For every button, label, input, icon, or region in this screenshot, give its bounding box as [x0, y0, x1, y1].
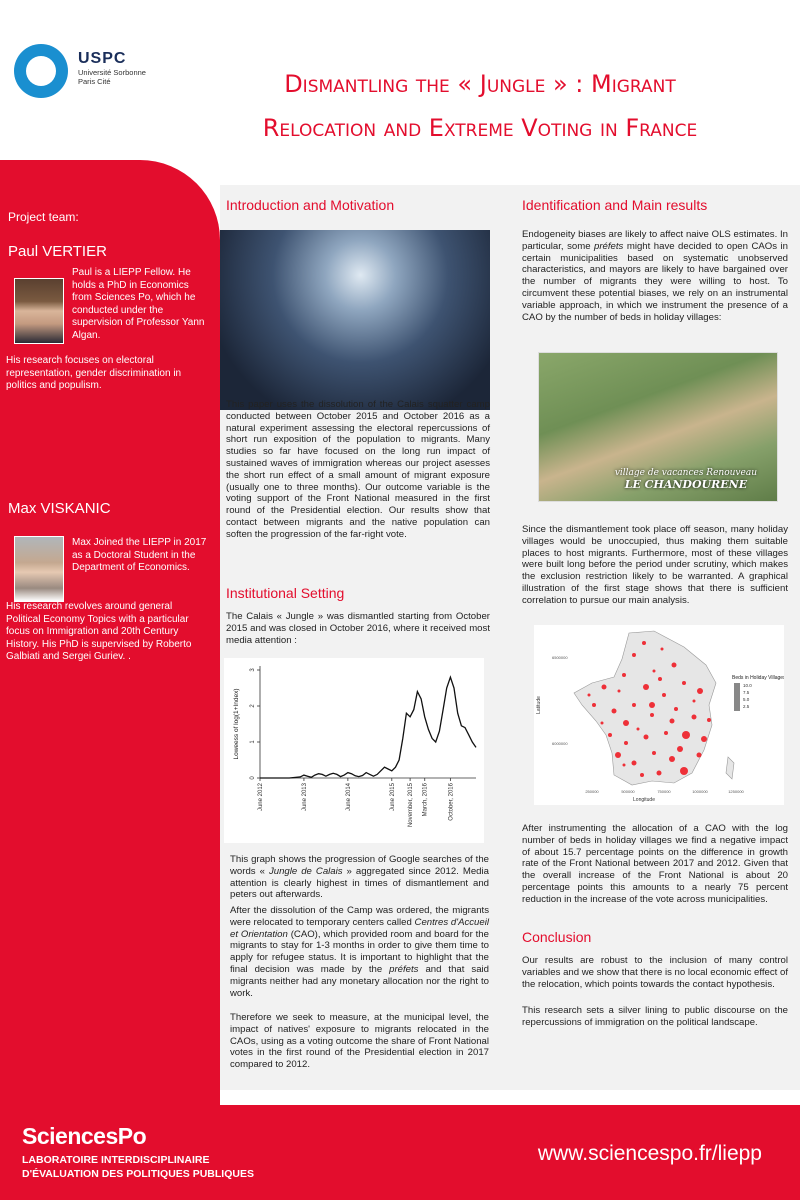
member-bio-long-1: His research focuses on electoral representation, gender discrimination in politics and populism. — [6, 355, 182, 391]
holiday-village-dot — [622, 673, 626, 677]
holiday-village-dot — [612, 709, 617, 714]
holiday-village-dot — [588, 694, 591, 697]
holiday-village-dot — [608, 733, 612, 737]
village-caption-line2: LE CHANDOURENE — [624, 478, 748, 491]
france-map-figure — [534, 625, 784, 805]
map-y-label: Latitude — [536, 696, 542, 714]
map-x-tick: 250000 — [585, 789, 599, 794]
map-x-tick: 1250000 — [728, 789, 744, 794]
holiday-village-dot — [697, 753, 702, 758]
map-y-tick: 6000000 — [552, 741, 568, 746]
member-name-2: Max VISKANIC — [8, 500, 111, 517]
x-tick-label: June 2015 — [389, 783, 396, 812]
holiday-village-dot — [692, 715, 697, 720]
identification-text-1 — [522, 229, 788, 323]
holiday-village-dot — [662, 693, 666, 697]
lab-name — [22, 1153, 254, 1181]
text3-part-a: After the dissolution of the Camp was ordered, the migrants were relocated to temporary centers called — [230, 905, 489, 928]
holiday-village-dot — [652, 751, 656, 755]
holiday-village-dot — [601, 722, 604, 725]
member-bio-long-2: His research revolves around general Political Economy Topics with a particular focus on Immigration and 20th Century History. His PhD is supervised by Roberto Galbiati and Sergei Guriev. . — [6, 601, 192, 662]
y-tick-label: 3 — [250, 668, 256, 672]
holiday-village-dot — [674, 707, 678, 711]
member-bio-short-1: Paul is a LIEPP Fellow. He holds a PhD in Economics from Sciences Po, which he conducted under the supervision of Professor Yann Algan. — [72, 267, 205, 341]
map-legend-value: 10.0 — [743, 683, 752, 688]
id-text1-part-b: might have decided to open CAOs in certain municipalities based on systematic unobserved characteristics, and mayors are likely to have bargained over the number of migrants they were willing to host. To circumvent these potential biases, we rely on an instrumental variable approach, in which we instrument the presence of a CAO by the number of beds in holiday villages: — [522, 240, 788, 323]
map-y-tick: 6500000 — [552, 655, 568, 660]
holiday-village-dot — [682, 681, 686, 685]
holiday-village-dot — [653, 670, 656, 673]
lab-line-1: LABORATOIRE INTERDISCIPLINAIRE — [22, 1154, 210, 1166]
institutional-text-3 — [230, 905, 489, 999]
holiday-village-dot — [640, 773, 644, 777]
member-photo-1 — [14, 278, 64, 344]
map-x-tick: 750000 — [657, 789, 671, 794]
map-legend-title: Beds in Holiday Villages — [732, 675, 784, 681]
map-x-tick: 1000000 — [692, 789, 708, 794]
holiday-village-dot — [602, 685, 607, 690]
holiday-village-dot — [618, 690, 621, 693]
holiday-village-dot — [670, 719, 675, 724]
holiday-village-dot — [707, 718, 711, 722]
holiday-village-dot — [649, 702, 655, 708]
holiday-village-dot — [637, 728, 640, 731]
y-tick-label: 2 — [250, 704, 256, 708]
main-content-panel — [220, 185, 800, 1090]
holiday-village-dot — [624, 741, 628, 745]
uspc-line2: Paris Cité — [78, 77, 111, 86]
map-x-label: Longitude — [633, 797, 655, 803]
title-line-1: Dismantling the « Jungle » : Migrant — [284, 70, 676, 98]
x-tick-label: October, 2016 — [448, 783, 455, 821]
identification-heading: Identification and Main results — [522, 197, 708, 213]
conclusion-heading: Conclusion — [522, 929, 592, 945]
holiday-village-dot — [701, 736, 707, 742]
village-caption — [615, 467, 757, 491]
map-x-tick: 500000 — [621, 789, 635, 794]
left-column — [226, 197, 496, 213]
text3-italic: Centres d'Accueil et Orientation — [230, 916, 489, 940]
holiday-village-dot — [693, 700, 696, 703]
map-legend-value: 5.0 — [743, 697, 750, 702]
y-tick-label: 1 — [250, 740, 256, 744]
holiday-village-dot — [643, 684, 649, 690]
conclusion-text-1: Our results are robust to the inclusion of many control variables and we show that there is no local economic effect of the relocation, which points towards the contact hypothesis. — [522, 955, 788, 990]
intro-heading: Introduction and Motivation — [226, 197, 395, 213]
holiday-village-dot — [632, 761, 637, 766]
poster-footer — [0, 1105, 800, 1200]
member-bio-short-2: Max Joined the LIEPP in 2017 as a Doctoral Student in the Department of Economics. — [72, 537, 207, 573]
uspc-mark: USPC — [78, 50, 127, 67]
text2-part-b: » aggregated since 2012. Media attention is clearly highest in times of dismantlement and peters out afterwards. — [230, 865, 489, 901]
text2-italic: Jungle de Calais — [268, 865, 343, 877]
member-photo-2 — [14, 536, 64, 602]
x-tick-label: March, 2016 — [422, 783, 429, 817]
text2-part-a: This graph shows the progression of Google searches of the words « — [230, 854, 489, 877]
investissements-avenir-logo — [14, 44, 68, 98]
holiday-village-dot — [632, 653, 636, 657]
logo-profile-icon — [26, 56, 56, 86]
holiday-village-dot — [680, 767, 688, 775]
holiday-village-dot — [664, 731, 668, 735]
identification-text-2: Since the dismantlement took place off season, many holiday villages would be unoccupied, thus making them suitable places to host migrants. Furthermore, most of these villages were built long before the period under scrutiny, which makes the exclusion restriction likely to be warranted. A graphical illustration of the first stage shows that there is sufficient correlation to pursue our main analysis. — [522, 524, 788, 606]
poster-header — [0, 0, 800, 160]
conclusion-text-2: This research sets a silver lining to public discourse on the repercussions of immigration on the political landscape. — [522, 1005, 788, 1028]
poster-title — [170, 62, 790, 150]
holiday-village-dot — [661, 648, 664, 651]
y-tick-label: 0 — [250, 776, 256, 780]
institutional-text-2 — [230, 854, 489, 901]
id-text1-italic: préfets — [594, 240, 624, 252]
holiday-village-dot — [682, 731, 690, 739]
lab-line-2: D'ÉVALUATION DES POLITIQUES PUBLIQUES — [22, 1168, 254, 1180]
team-label: Project team: — [8, 210, 79, 224]
village-caption-line1: village de vacances Renouveau — [614, 468, 757, 478]
trend-series-line — [260, 677, 476, 778]
holiday-village-dot — [677, 746, 683, 752]
holiday-village-dot — [623, 720, 629, 726]
holiday-village-dot — [592, 703, 596, 707]
holiday-village-dot — [615, 752, 621, 758]
holiday-village-dot — [697, 688, 703, 694]
x-tick-label: June 2012 — [258, 783, 264, 812]
migrants-photo — [220, 230, 490, 410]
institutional-text-1: The Calais « Jungle » was dismantled starting from October 2015 and was closed in October 2016, where it received most media attention : — [226, 611, 490, 646]
title-line-2: Relocation and Extreme Voting in France — [262, 114, 698, 142]
text3-part-c: and that said migrants neither had any monetary allocation nor the right to work. — [230, 963, 489, 999]
holiday-village-dot — [650, 713, 654, 717]
uspc-line1: Université Sorbonne — [78, 68, 146, 77]
map-legend-value: 2.5 — [743, 704, 750, 709]
y-axis-label: Loweess of log(1+Index) — [233, 688, 240, 760]
holiday-village-dot — [672, 663, 677, 668]
holiday-village-dot — [623, 764, 626, 767]
x-tick-label: November, 2015 — [408, 783, 415, 828]
trend-chart-svg — [224, 658, 484, 843]
x-tick-label: June 2013 — [301, 783, 308, 812]
holiday-village-dot — [632, 703, 636, 707]
holiday-village-photo — [538, 352, 778, 502]
intro-text: This paper uses the dissolution of the Calais squatter camp conducted between October 2015 and October 2016 as a natural experiment assessing the electoral repercussions of short run exposition of the population to migrants. Many studies so far have focused on the long run impact of sustained waves of immigration whereas our project asesses the short run effect of a small amount of migrant exposure (usually one to three months). Our outcome variable is the voting support of the Front National measured in the first round of the Presidential election. Our results show that contact between migrants and the native population can soften the progression of the far-right vote. — [226, 399, 490, 540]
google-trends-chart — [224, 658, 484, 843]
identification-text-3: After instrumenting the allocation of a CAO with the log number of beds in holiday villages we find a negative impact of about 15.7 percentage points on the difference in growth rate of the Front National between 2017 and 2012. Given that the overall increase of the Front National is about 20 percentage points this amounts to a nearly 75 percent reduction in the increase of the vote across municipalities. — [522, 823, 788, 905]
holiday-village-dot — [658, 677, 662, 681]
x-tick-label: June 2014 — [345, 783, 352, 812]
uspc-logo — [78, 50, 158, 86]
holiday-village-dot — [642, 641, 646, 645]
holiday-village-dot — [657, 771, 662, 776]
text3-italic-2: préfets — [389, 963, 419, 975]
map-legend-gradient — [734, 683, 740, 711]
id-text1-part-a: Endogeneity biases are likely to affect naive OLS estimates. In particular, some — [522, 229, 788, 252]
member-name-1: Paul VERTIER — [8, 243, 107, 260]
institutional-text-4: Therefore we seek to measure, at the municipal level, the impact of natives' exposure to migrants relocated in the CAOs, using as a voting outcome the share of Front National votes in the first round of the Presidential election in 2017 compared to 2012. — [230, 1012, 489, 1071]
footer-url-link[interactable]: www.sciencespo.fr/liepp — [537, 1142, 762, 1165]
holiday-village-dot — [669, 756, 675, 762]
project-team-sidebar — [0, 160, 220, 1105]
france-map-svg — [534, 625, 784, 805]
text3-part-b: (CAO), which provided room and board for the migrants to stay for 1-3 months in order to give them time to apply for refugee status. It is important to highlight that the final decision was made by the — [230, 928, 489, 975]
map-legend-value: 7.5 — [743, 690, 750, 695]
sciencespo-logo: SciencesPo — [22, 1123, 147, 1149]
institutional-heading: Institutional Setting — [226, 585, 345, 601]
holiday-village-dot — [644, 735, 649, 740]
